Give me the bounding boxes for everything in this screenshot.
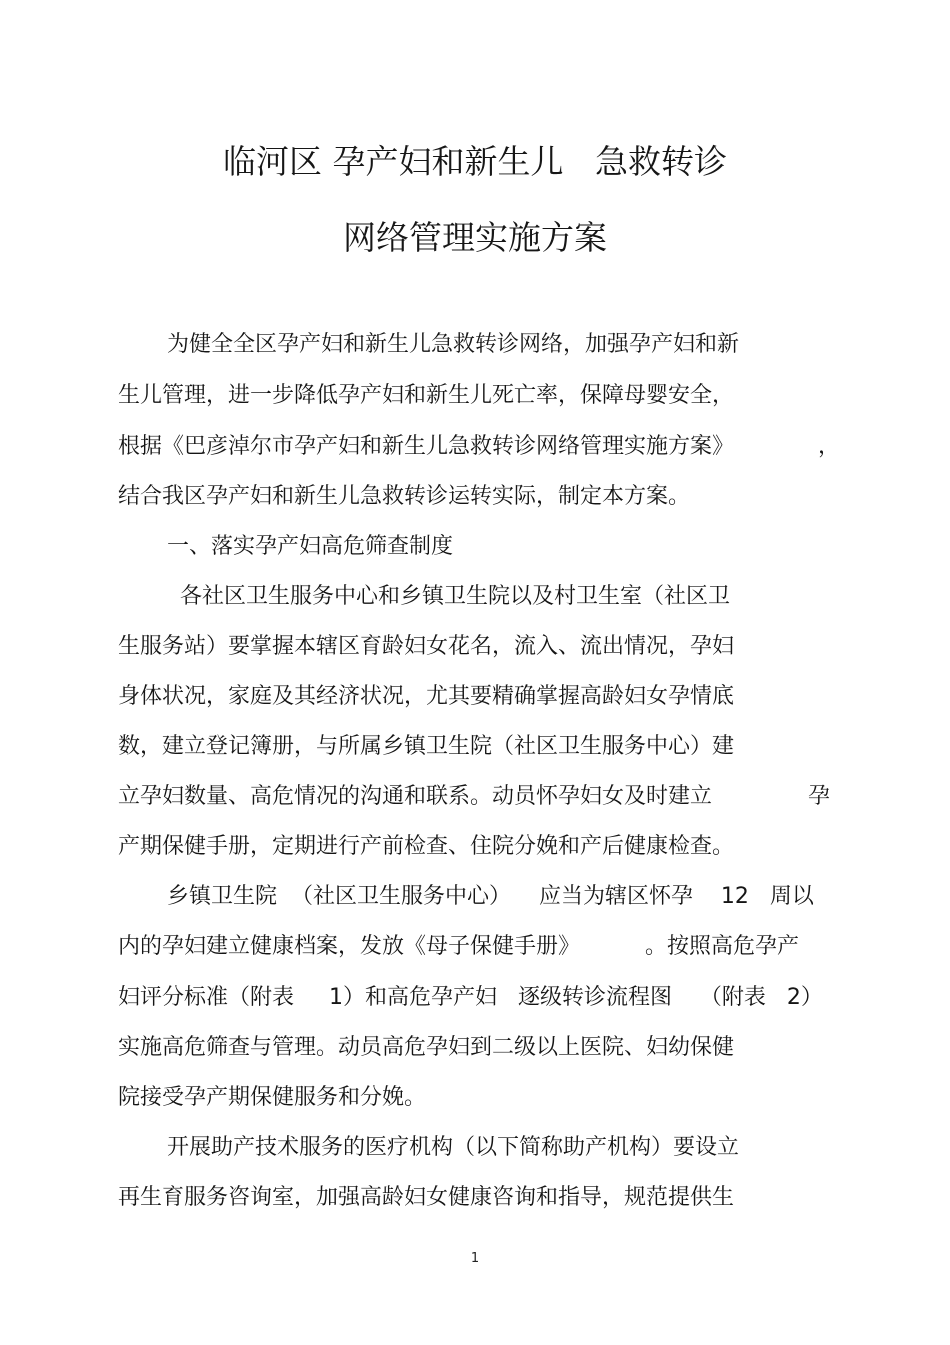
paragraph2-line3: 身体状况，家庭及其经济状况，尤其要精确掌握高龄妇女孕情底 [118, 684, 735, 709]
paragraph1-line4: 结合我区孕产妇和新生儿急救转诊运转实际，制定本方案。 [118, 484, 691, 509]
paragraph1-line3: 根据《巴彦淖尔市孕产妇和新生儿急救转诊网络管理实施方案》 [118, 434, 735, 459]
paragraph4-line2: 再生育服务咨询室，加强高龄妇女健康咨询和指导，规范提供生 [118, 1185, 735, 1210]
paragraph1-line2: 生儿管理，进一步降低孕产妇和新生儿死亡率，保障母婴安全， [118, 383, 735, 408]
paragraph3-line5: 院接受孕产期保健服务和分娩。 [118, 1085, 427, 1110]
document-title-line1: 临河区 孕产妇和新生儿 急救转诊 [223, 142, 727, 181]
page-number: 1 [470, 1251, 480, 1266]
paragraph1-line3-tail: ， [818, 434, 841, 459]
document-title-line2: 网络管理实施方案 [343, 218, 607, 257]
paragraph2-line6: 产期保健手册，定期进行产前检查、住院分娩和产后健康检查。 [118, 834, 735, 859]
paragraph3-line4: 实施高危筛查与管理。动员高危孕妇到二级以上医院、妇幼保健 [118, 1035, 735, 1060]
paragraph2-line5-tail: 孕 [808, 784, 831, 809]
paragraph2-line5: 立孕妇数量、高危情况的沟通和联系。动员怀孕妇女及时建立 [118, 784, 713, 809]
paragraph3-line2: 内的孕妇建立健康档案，发放《母子保健手册》 [118, 934, 581, 959]
paragraph2-line2: 生服务站）要掌握本辖区育龄妇女花名，流入、流出情况，孕妇 [118, 634, 735, 659]
paragraph2-line1: 各社区卫生服务中心和乡镇卫生院以及村卫生室（社区卫 [180, 584, 731, 609]
paragraph4-line1: 开展助产技术服务的医疗机构（以下简称助产机构）要设立 [167, 1135, 740, 1160]
section1-heading: 一、落实孕产妇高危筛查制度 [167, 534, 454, 559]
paragraph3-line2-tail: 。按照高危孕产 [645, 934, 800, 959]
paragraph2-line4: 数，建立登记簿册，与所属乡镇卫生院（社区卫生服务中心）建 [118, 734, 735, 759]
paragraph1-line1: 为健全全区孕产妇和新生儿急救转诊网络，加强孕产妇和新 [167, 332, 740, 357]
paragraph3-line1: 乡镇卫生院 （社区卫生服务中心） 应当为辖区怀孕 12 周以 [167, 884, 814, 909]
paragraph3-line3: 妇评分标准（附表 1）和高危孕产妇 逐级转诊流程图 （附表 2） [118, 985, 823, 1010]
